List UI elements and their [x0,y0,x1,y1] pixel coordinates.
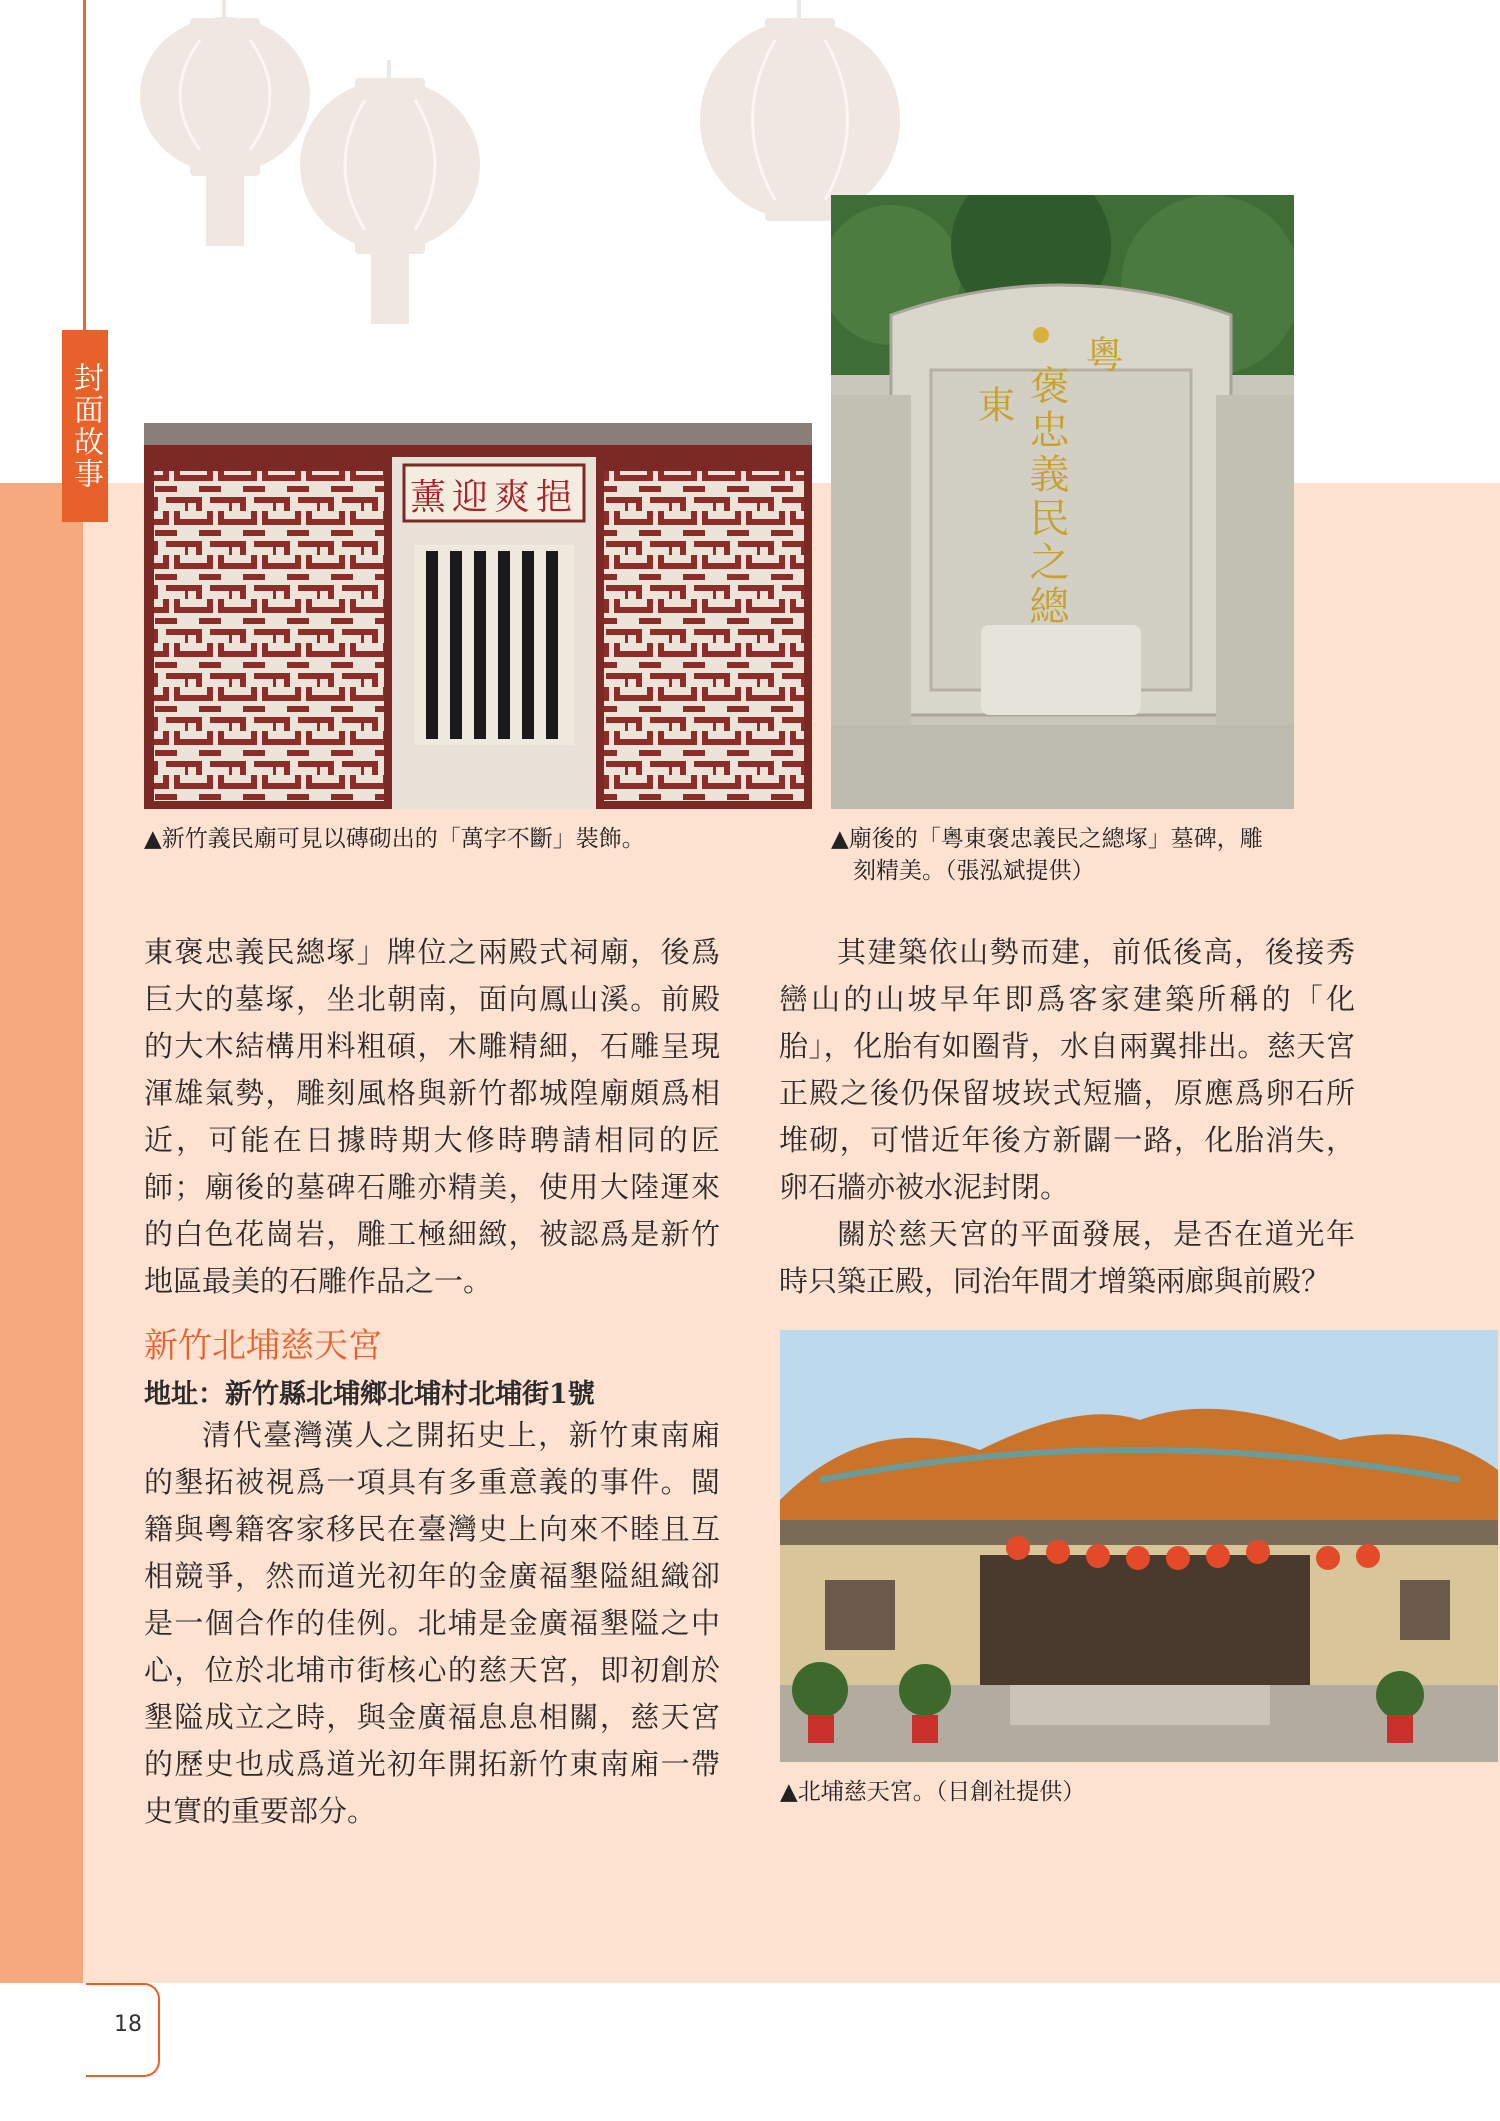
temple-photo [780,1330,1498,1762]
section-tab: 封面故事 [62,330,108,522]
section-title: 新竹北埔慈天宮 [144,1326,382,1366]
left-column-paragraph-2: 清代臺灣漢人之開拓史上，新竹東南廂的墾拓被視爲一項具有多重意義的事件。閩籍與粵籍客家移民在臺灣史上向來不睦且互相競爭，然而道光初年的金廣福墾隘組織卻是一個合作的佳例。北埔是金廣福墾隘之中心，位於北埔市街核心的慈天宮，即初創於墾隘成立之時，與金廣福息息相關，慈天宮的歷史也成爲道光初年開拓新竹東南廂一帶史實的重要部分。 [144,1418,720,1828]
tomb-col-3: 東 [971,385,1015,423]
tombstone-caption-line1: ▲廟後的「粵東褒忠義民之總塚」墓碑，雕 [831,826,1263,852]
page-number: 18 [114,2012,142,2037]
right-column-paragraph-1: 其建築依山勢而建，前低後高，後接秀巒山的山坡早年即爲客家建築所稱的「化胎」，化胎有如圈背，水自兩翼排出。慈天宮正殿之後仍保留坡崁式短牆，原應爲卵石所堆砌，可惜近年後方新闢一路，化胎消失，卵石牆亦被水泥封閉。 [779,935,1355,1204]
tombstone-photo [831,195,1294,809]
tomb-col-2: 褒忠義民之總 [1023,365,1069,629]
right-column-text [779,929,1355,1305]
tombstone-caption-line2: 刻精美。（張泓斌提供） [853,858,1095,884]
lattice-wall-photo [144,423,812,809]
left-column-paragraph-1: 東褒忠義民總塚」牌位之兩殿式祠廟，後爲巨大的墓塚，坐北朝南，面向鳳山溪。前殿的大木結構用料粗碩，木雕精細，石雕呈現渾雄氣勢，雕刻風格與新竹都城隍廟頗爲相近，可能在日據時期大修時聘請相同的匠師；廟後的墓碑石雕亦精美，使用大陸運來的白色花崗岩，雕工極細緻，被認爲是新竹地區最美的石雕作品之一。 [144,935,720,1298]
lattice-caption: ▲新竹義民廟可見以磚砌出的「萬字不斷」裝飾。 [144,826,645,852]
lantern-decoration [0,0,900,330]
plaque-text: 薰迎爽挹 [409,477,578,518]
tomb-col-1: 粵 [1079,335,1123,373]
address: 地址：新竹縣北埔鄉北埔村北埔街1號 [144,1379,595,1410]
right-column-paragraph-2: 關於慈天宮的平面發展，是否在道光年時只築正殿，同治年間才增築兩廊與前殿？ [779,1217,1355,1298]
tombstone-caption [831,823,1263,887]
left-color-strip [0,483,83,1983]
temple-caption: ▲北埔慈天宮。（日創社提供） [780,1779,1086,1805]
